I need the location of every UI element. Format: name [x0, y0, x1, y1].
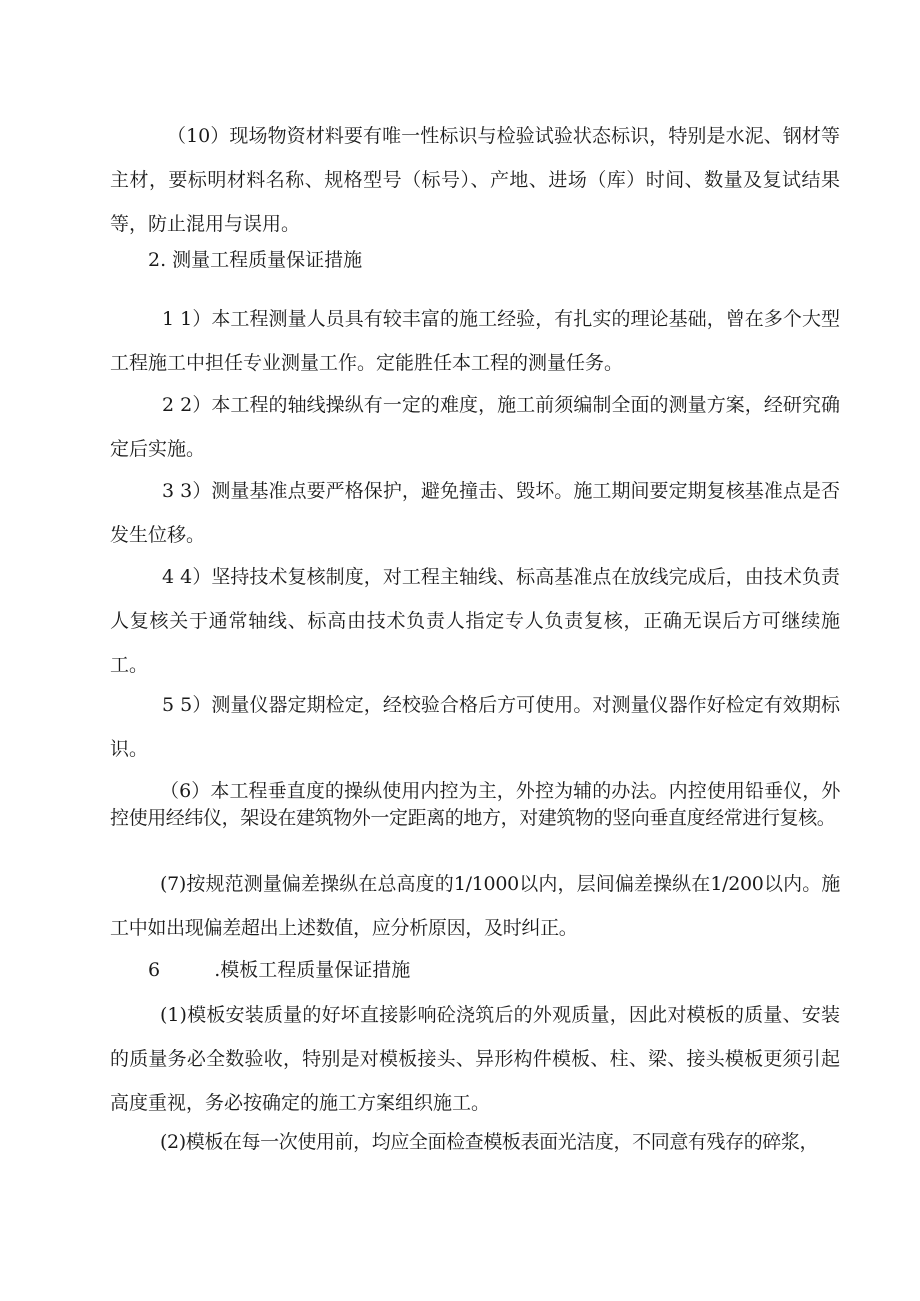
section-title: .模板工程质量保证措施 [214, 959, 411, 981]
paragraph-formwork-2: (2)模板在每一次使用前，均应全面检查模板表面光洁度，不同意有残存的碎浆， [160, 1131, 819, 1153]
paragraph-survey-2: 2 2）本工程的轴线操纵有一定的难度，施工前须编制全面的测量方案，经研究确定后实施。 [110, 394, 840, 460]
paragraph-survey-1: 1 1）本工程测量人员具有较丰富的施工经验，有扎实的理论基础，曾在多个大型工程施工中担任专业测量工作。定能胜任本工程的测量任务。 [110, 308, 840, 374]
paragraph-formwork-1: (1)模板安装质量的好坏直接影响砼浇筑后的外观质量，因此对模板的质量、安装的质量务必全数验收，特别是对模板接头、异形构件模板、柱、梁、接头模板更须引起高度重视，务必按确定的施工方案组织施工。 [110, 1004, 840, 1114]
paragraph-survey-3: 3 3）测量基准点要严格保护，避免撞击、毁坏。施工期间要定期复核基准点是否发生位移。 [110, 480, 840, 546]
paragraph-survey-4: 4 4）坚持技术复核制度，对工程主轴线、标高基准点在放线完成后，由技术负责人复核关于通常轴线、标高由技术负责人指定专人负责复核，正确无误后方可继续施工。 [110, 566, 840, 676]
section-heading-survey: 2. 测量工程质量保证措施 [148, 249, 363, 271]
section-number: 6 [148, 959, 161, 981]
section-heading-formwork [148, 955, 410, 985]
paragraph-material-marking: （10）现场物资材料要有唯一性标识与检验试验状态标识，特别是水泥、钢材等主材，要标明材料名称、规格型号（标号）、产地、进场（库）时间、数量及复试结果等，防止混用与误用。 [110, 125, 840, 235]
paragraph-survey-7: (7)按规范测量偏差操纵在总高度的1/1000以内，层间偏差操纵在1/200以内。施工中如出现偏差超出上述数值，应分析原因，及时纠正。 [110, 873, 840, 939]
paragraph-survey-5: 5 5）测量仪器定期检定，经校验合格后方可使用。对测量仪器作好检定有效期标识。 [110, 694, 840, 760]
paragraph-survey-6: （6）本工程垂直度的操纵使用内控为主，外控为辅的办法。内控使用铅垂仪，外控使用经纬仪，架设在建筑物外一定距离的地方，对建筑物的竖向垂直度经常进行复核。 [110, 780, 840, 829]
